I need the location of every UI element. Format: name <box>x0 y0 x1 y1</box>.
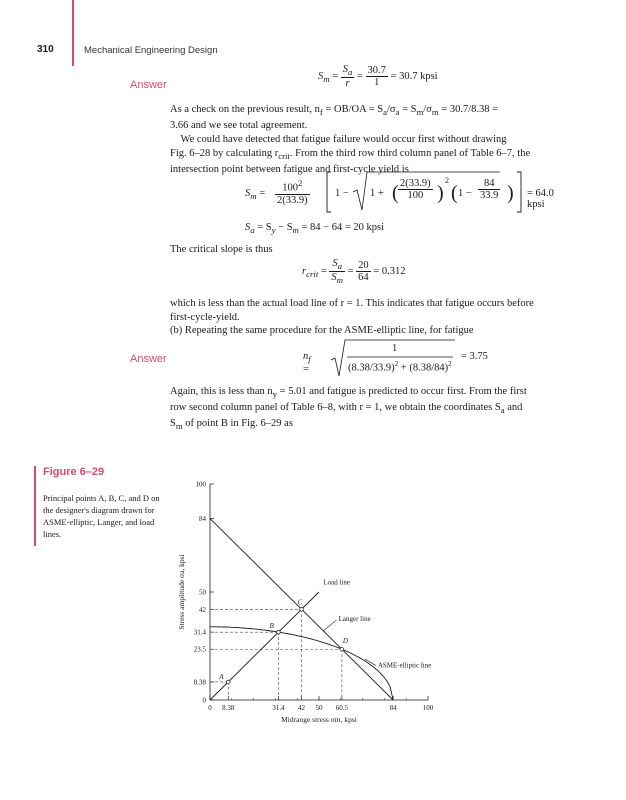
x-tick-label: 42 <box>298 704 306 712</box>
figure-bar <box>34 466 36 546</box>
y-tick-label: 42 <box>199 605 206 614</box>
point-C <box>300 607 304 611</box>
paragraph-fatigue-before-yield: which is less than the actual load line of r = 1. This indicates that fatigue occurs before first-cycle-yield. <box>170 298 534 323</box>
point-A <box>226 680 230 684</box>
figure-title: Figure 6–29 <box>43 466 105 478</box>
answer-label-2: Answer <box>130 353 167 365</box>
x-tick-label: 50 <box>315 704 323 712</box>
point-label-B: B <box>269 622 274 631</box>
running-head: Mechanical Engineering Design <box>84 45 218 56</box>
x-tick-label: 60.5 <box>335 704 349 712</box>
x-tick-label: 0 <box>208 704 212 712</box>
equation-sm: $S_m$ = $\frac{S_a}{r}$ = $\frac{30.7}{1}$ = 30.7 kpsi <box>318 64 438 90</box>
answer-label: Answer <box>130 79 167 91</box>
figure-6-29-chart <box>170 470 470 735</box>
figure-caption-panel <box>34 466 162 546</box>
header-rule <box>72 0 74 66</box>
point-D <box>340 647 344 651</box>
x-tick-label: 8.38 <box>222 704 235 712</box>
point-label-D: D <box>342 637 348 646</box>
point-B <box>277 630 281 634</box>
y-tick-label: 84 <box>199 515 206 524</box>
equation-rcrit: $r_{crit}$ = $\frac{S_a}{S_m}$ = $\frac{20}{64}$ = 0.312 <box>302 258 406 286</box>
equation-sa: $S_a = S_y - S_m = 84 - 64 = 20$ kpsi <box>245 222 385 236</box>
annotation-load-line: Load line <box>323 578 351 587</box>
critical-slope-intro: The critical slope is thus <box>170 244 273 255</box>
point-label-C: C <box>297 598 303 607</box>
annotation-langer-line: Langer line <box>338 615 371 624</box>
y-tick-label: 0 <box>202 696 206 705</box>
y-tick-label: 31.4 <box>193 628 206 637</box>
figure-caption: Principal points A, B, C, and D on the designer's diagram drawn for ASME-elliptic, Langer, and load lines. <box>43 493 160 539</box>
y-tick-label: 50 <box>199 588 206 597</box>
x-tick-label: 84 <box>389 704 397 712</box>
asme-elliptic-line <box>210 627 393 700</box>
paragraph-point-b: Again, this is less than $n_y = 5.01$ and fatigue is predicted to occur first. From the first row second column panel of Table 6–8, with r = 1, we obtain the coordinates $S_a$ and $S_m$ of point B in Fig. 6–29 as <box>170 386 527 432</box>
page-number: 310 <box>37 44 54 55</box>
y-axis-label: Stress amplitude σa, kpsi <box>177 554 186 630</box>
y-tick-label: 100 <box>195 480 206 489</box>
paragraph-asme: (b) Repeating the same procedure for the ASME-elliptic line, for fatigue <box>170 325 474 336</box>
y-tick-label: 23.5 <box>193 645 206 654</box>
x-axis-label: Midrange stress σm, kpsi <box>281 715 357 724</box>
annotation-asme-elliptic-line: ASME-elliptic line <box>377 661 432 670</box>
point-label-A: A <box>219 672 224 681</box>
y-tick-label: 8.38 <box>193 678 206 687</box>
paragraph-intersection: We could have detected that fatigue failure would occur first without drawing Fig. 6–28 by calculating $r_{crit}$. From the third row third column panel of Table 6–7, the intersection point between fatigue and first-cycle yield is <box>170 134 531 176</box>
x-tick-label: 31.4 <box>272 704 285 712</box>
x-tick-label: 100 <box>422 704 434 712</box>
annotation-langer-leader <box>323 620 336 631</box>
paragraph-check: As a check on the previous result, $n_f = OB/OA = S_a/\sigma_a = S_m/\sigma_m = 30.7/8.38$ = 3.66 and we see total agreement. <box>170 104 499 132</box>
